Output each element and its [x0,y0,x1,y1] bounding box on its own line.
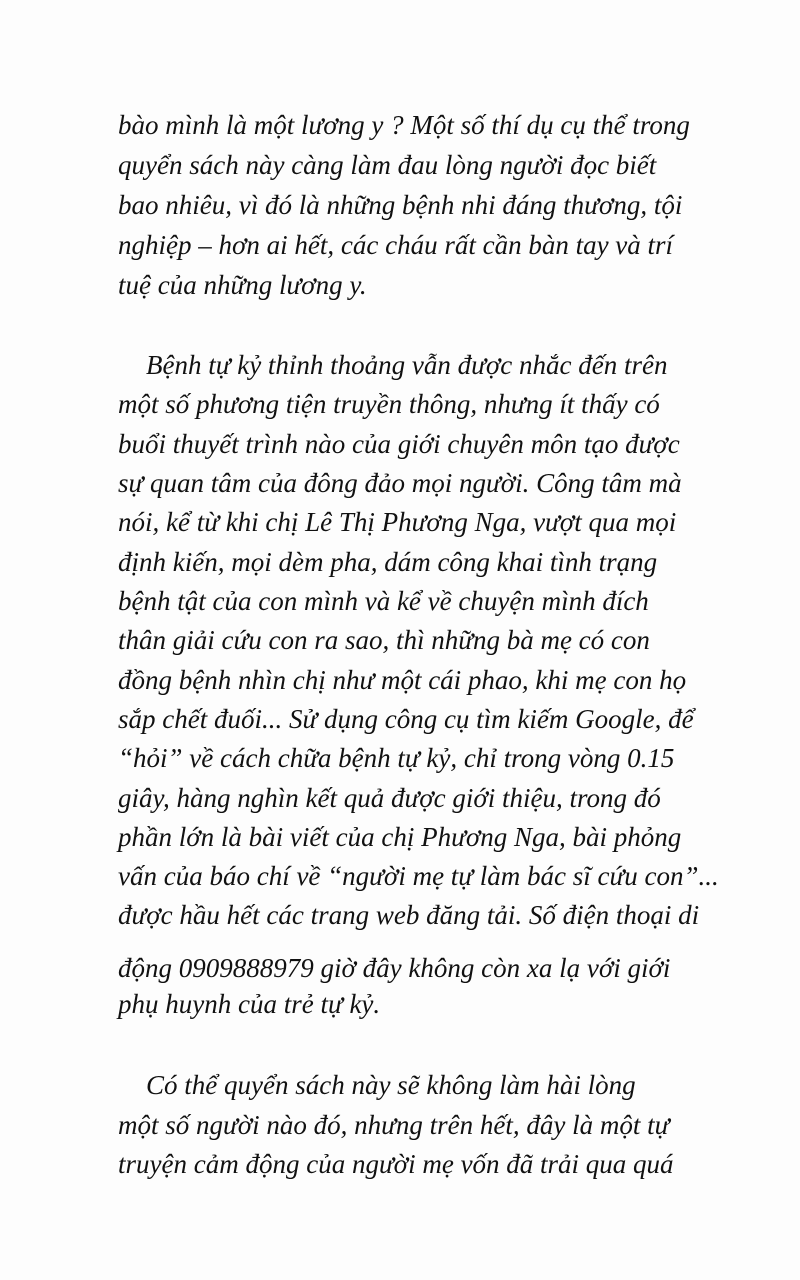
text-line: truyện cảm động của người mẹ vốn đã trải qua quá [118,1149,674,1179]
text-line: định kiến, mọi dèm pha, dám công khai tình trạng [118,547,658,577]
text-line: thân giải cứu con ra sao, thì những bà mẹ có con [118,625,650,655]
text-line: phụ huynh của trẻ tự kỷ. [118,989,381,1019]
text-line: đồng bệnh nhìn chị như một cái phao, khi mẹ con họ [118,665,687,695]
text-line: buổi thuyết trình nào của giới chuyên môn tạo được [118,429,680,459]
text-line: nghiệp – hơn ai hết, các cháu rất cần bàn tay và trí [118,230,674,260]
text-line: phần lớn là bài viết của chị Phương Nga, bài phỏng [118,822,682,852]
text-line: sắp chết đuối... Sử dụng công cụ tìm kiếm Google, để [118,704,694,734]
text-line: bào mình là một lương y ? Một số thí dụ cụ thể trong [118,110,690,140]
text-line: “hỏi” về cách chữa bệnh tự kỷ, chỉ trong vòng 0.15 [118,743,675,773]
text-line: sự quan tâm của đông đảo mọi người. Công tâm mà [118,468,682,498]
text-line: một số người nào đó, nhưng trên hết, đây là một tự [118,1110,670,1140]
text-line: tuệ của những lương y. [118,270,367,300]
text-line: nói, kể từ khi chị Lê Thị Phương Nga, vượt qua mọi [118,507,677,537]
text-line: bệnh tật của con mình và kể về chuyện mình đích [118,586,649,616]
text-line: được hầu hết các trang web đăng tải. Số điện thoại di [118,900,700,930]
text-line: giây, hàng nghìn kết quả được giới thiệu, trong đó [118,783,661,813]
text-line: vấn của báo chí về “người mẹ tự làm bác sĩ cứu con”... [118,861,719,891]
text-line: quyển sách này càng làm đau lòng người đọc biết [118,150,657,180]
text-line: một số phương tiện truyền thông, nhưng ít thấy có [118,389,660,419]
text-line: động 0909888979 giờ đây không còn xa lạ với giới [118,953,671,983]
text-line: Có thể quyển sách này sẽ không làm hài lòng [146,1070,636,1100]
text-line: bao nhiêu, vì đó là những bệnh nhi đáng thương, tội [118,190,683,220]
text-line: Bệnh tự kỷ thỉnh thoảng vẫn được nhắc đến trên [146,350,668,380]
